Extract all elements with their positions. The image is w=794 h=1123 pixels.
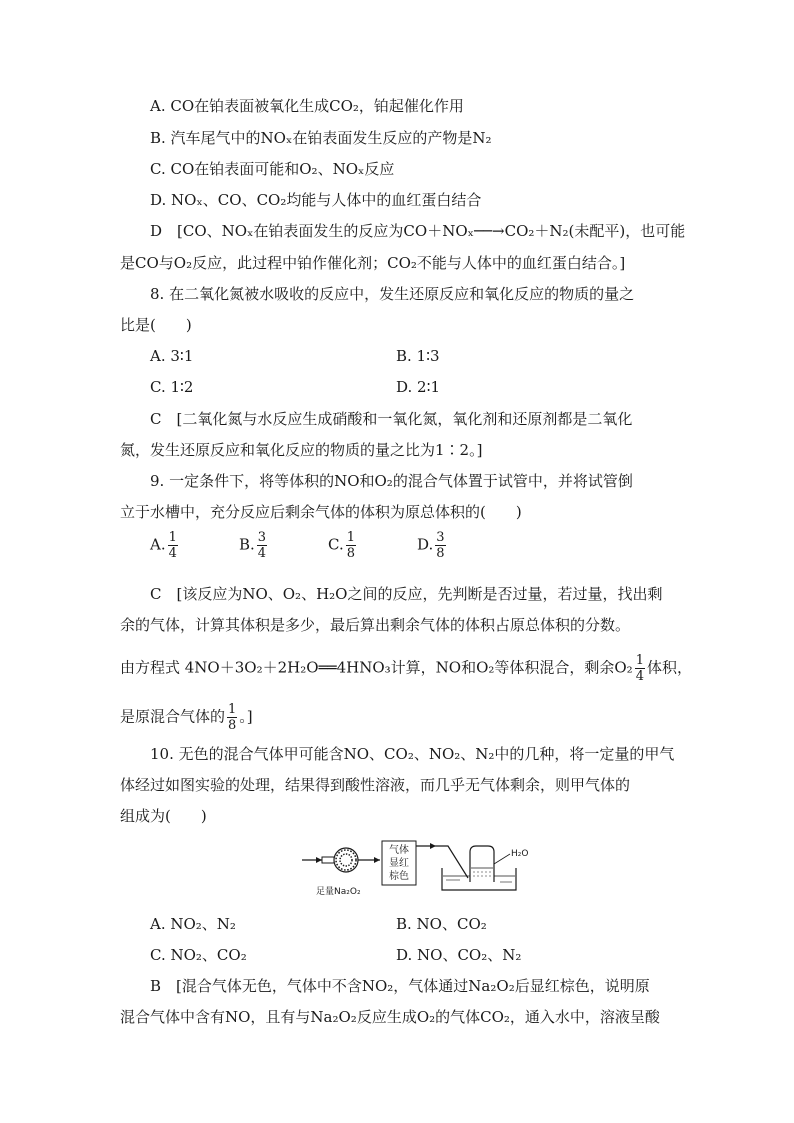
q7-answer-line-1: D [CO、NOₓ在铂表面发生的反应为CO＋NOₓ──→CO₂＋N₂(未配平)，也可能 (150, 222, 686, 240)
denominator: 8 (228, 718, 237, 733)
q8-answer-line-1: C [二氧化氮与水反应生成硝酸和一氧化氮，氧化剂和还原剂都是二氧化 (150, 410, 633, 428)
numerator: 3 (436, 530, 445, 545)
q10-answer-line-2: 混合气体中含有NO，且有与Na₂O₂反应生成O₂的气体CO₂，通入水中，溶液呈酸 (120, 1008, 660, 1026)
q7-answer-line-2: 是CO与O₂反应，此过程中铂作催化剂；CO₂不能与人体中的血红蛋白结合。] (120, 254, 626, 272)
q8-option-d: D. 2∶1 (396, 378, 441, 396)
numerator: 1 (168, 530, 177, 545)
q10-option-d: D. NO、CO₂、N₂ (396, 946, 522, 964)
q9-option-c (328, 530, 358, 561)
q9-stem-line-1: 9. 一定条件下，将等体积的NO和O₂的混合气体置于试管中，并将试管倒 (150, 472, 633, 490)
q10-option-a: A. NO₂、N₂ (150, 915, 236, 933)
q9-option-d-label: D. (417, 535, 434, 554)
numerator: 1 (635, 653, 644, 668)
q9-option-d (417, 530, 448, 561)
q10-option-c: C. NO₂、CO₂ (150, 946, 247, 964)
q9-option-a-fraction (168, 530, 178, 561)
inverted-test-tube-icon (470, 846, 494, 882)
box-line-1: 气体 (389, 845, 409, 856)
q9-option-b (239, 530, 269, 561)
q8-answer-line-2: 氮，发生还原反应和氧化反应的物质的量之比为1∶2。] (120, 441, 483, 459)
q8-stem-line-1: 8. 在二氧化氮被水吸收的反应中，发生还原反应和氧化反应的物质的量之 (150, 285, 635, 303)
q7-option-d: D. NOₓ、CO、CO₂均能与人体中的血红蛋白结合 (150, 191, 482, 209)
na2o2-tube-icon (334, 848, 358, 872)
q9-option-d-fraction (435, 530, 445, 561)
q7-option-b: B. 汽车尾气中的NOₓ在铂表面发生反应的产物是N₂ (150, 129, 492, 147)
experiment-diagram (300, 838, 540, 896)
q7-option-c: C. CO在铂表面可能和O₂、NOₓ反应 (150, 160, 395, 178)
q8-option-a: A. 3∶1 (150, 347, 194, 365)
q10-answer-line-1: B [混合气体无色，气体中不含NO₂，气体通过Na₂O₂后显红棕色，说明原 (150, 977, 650, 995)
q9-option-c-label: C. (328, 535, 344, 554)
q9-stem-line-2: 立于水槽中，充分反应后剩余气体的体积为原总体积的( ) (120, 503, 522, 521)
q9-option-c-fraction (346, 530, 356, 561)
denominator: 8 (436, 546, 445, 561)
denominator: 8 (346, 546, 355, 561)
q8-stem-line-2: 比是( ) (120, 316, 192, 334)
water-label: H₂O (511, 849, 529, 859)
q9-option-b-fraction (257, 530, 267, 561)
box-line-2: 显红 (389, 858, 409, 869)
q9-option-a (150, 530, 180, 561)
q9-answer-fraction-1-8 (227, 702, 237, 733)
q9-answer-line-4-tail: 。] (239, 707, 253, 726)
q8-option-c: C. 1∶2 (150, 378, 194, 396)
reagent-label: 足量Na₂O₂ (316, 887, 361, 896)
q10-option-b: B. NO、CO₂ (396, 915, 487, 933)
q9-answer-line-4 (120, 702, 253, 733)
q9-answer-line-4-text: 是原混合气体的 (120, 707, 226, 726)
q10-stem-line-3: 组成为( ) (120, 807, 207, 825)
q8-option-b: B. 1∶3 (396, 347, 440, 365)
q7-option-a: A. CO在铂表面被氧化生成CO₂，铂起催化作用 (150, 97, 464, 115)
q9-option-b-label: B. (239, 535, 255, 554)
q9-answer-line-3-text: 由方程式 4NO＋3O₂＋2H₂O══4HNO₃计算，NO和O₂等体积混合，剩余O₂ (120, 658, 633, 677)
q10-stem-line-2: 体经过如图实验的处理，结果得到酸性溶液，而几乎无气体剩余，则甲气体的 (120, 776, 631, 794)
q10-stem-line-1: 10. 无色的混合气体甲可能含NO、CO₂、NO₂、N₂中的几种，将一定量的甲气 (150, 745, 675, 763)
q9-answer-fraction-1-4 (635, 653, 645, 684)
denominator: 4 (257, 546, 267, 561)
denominator: 4 (168, 546, 177, 561)
numerator: 3 (257, 530, 267, 545)
q9-answer-line-2: 余的气体，计算其体积是多少，最后算出剩余气体的体积占原总体积的分数。 (120, 616, 631, 634)
q9-option-a-label: A. (150, 535, 166, 554)
q9-answer-line-1: C [该反应为NO、O₂、H₂O之间的反应，先判断是否过量，若过量，找出剩 (150, 585, 663, 603)
denominator: 4 (635, 669, 644, 684)
numerator: 1 (346, 530, 355, 545)
numerator: 1 (228, 702, 237, 717)
delivery-tube (436, 846, 468, 878)
box-line-3: 棕色 (389, 871, 409, 882)
q9-answer-line-3 (120, 653, 692, 684)
q9-answer-line-3-tail: 体积， (646, 658, 692, 677)
